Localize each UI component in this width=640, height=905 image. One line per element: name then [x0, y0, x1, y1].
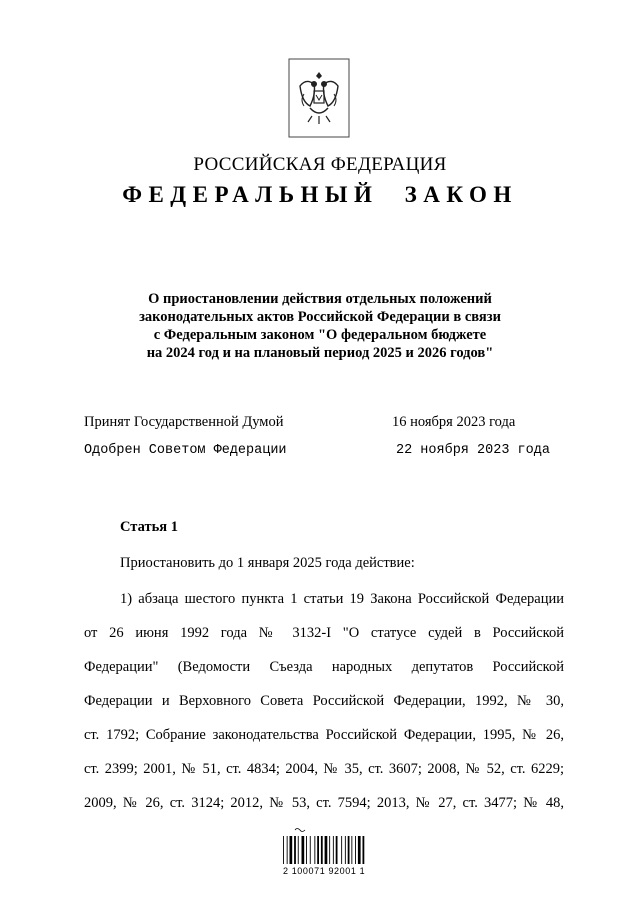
council-approval-label: Одобрен Советом Федерации: [84, 443, 287, 458]
duma-adoption-label: Принят Государственной Думой: [84, 414, 284, 430]
article-text-line: 1) абзаца шестого пункта 1 статьи 19 Закона Российской Федерации: [120, 591, 564, 607]
article-text-line: от 26 июня 1992 года № 3132-I "О статусе судей в Российской: [84, 625, 564, 641]
article-text-line: Федерации и Верховного Совета Российской Федерации, 1992, № 30,: [84, 693, 564, 709]
council-approval-date: 22 ноября 2023 года: [396, 443, 550, 458]
article-intro: Приостановить до 1 января 2025 года действие:: [120, 555, 415, 571]
barcode-number: 2 100071 92001 1: [283, 866, 366, 876]
article-heading: Статья 1: [120, 519, 178, 535]
law-title-line: на 2024 год и на плановый период 2025 и 2026 годов": [146, 345, 494, 361]
article-text-line: ст. 2399; 2001, № 51, ст. 4834; 2004, № 35, ст. 3607; 2008, № 52, ст. 6229;: [84, 761, 564, 777]
article-text-line: ст. 1792; Собрание законодательства Российской Федерации, 1995, № 26,: [84, 727, 564, 743]
law-title-line: О приостановлении действия отдельных положений: [148, 291, 492, 307]
law-title-line: с Федеральным законом "О федеральном бюджете: [153, 327, 487, 343]
law-title: [0, 290, 640, 362]
duma-adoption-date: 16 ноября 2023 года: [392, 414, 516, 430]
article-text-line: 2009, № 26, ст. 3124; 2012, № 53, ст. 7594; 2013, № 27, ст. 3477; № 48,: [84, 795, 564, 811]
country-heading: РОССИЙСКАЯ ФЕДЕРАЦИЯ: [193, 154, 447, 175]
article-text-line: Федерации" (Ведомости Съезда народных депутатов Российской: [84, 659, 564, 675]
law-type-heading: ФЕДЕРАЛЬНЫЙ ЗАКОН: [122, 182, 518, 207]
law-title-line: законодательных актов Российской Федерации в связи: [139, 309, 501, 325]
coat-of-arms-icon: [288, 58, 350, 138]
